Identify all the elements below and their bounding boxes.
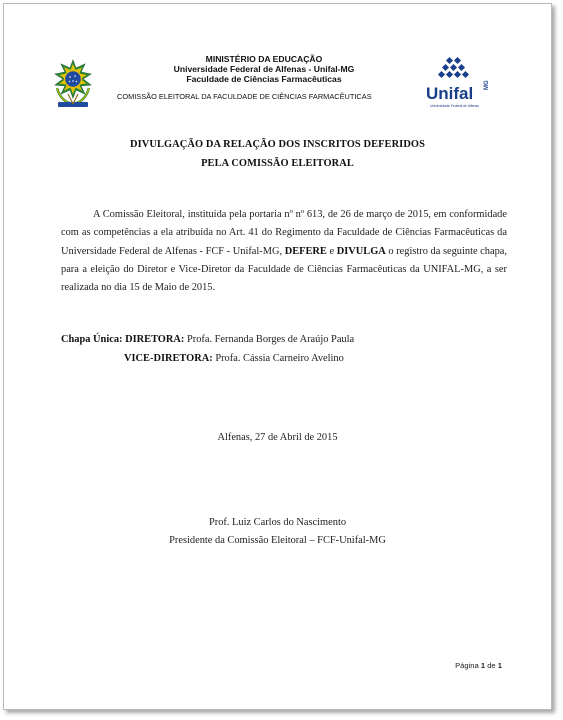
announcement-paragraph (61, 206, 507, 297)
page-number-total: 1 (497, 661, 502, 670)
signatory-name: Prof. Luiz Carlos do Nascimento (208, 517, 347, 528)
university-name: Universidade Federal de Alfenas - Unifal-MG (173, 64, 355, 74)
place-and-date: Alfenas, 27 de Abril de 2015 (217, 432, 338, 443)
logo-suffix: MG (484, 80, 490, 90)
paragraph-text-2: e (326, 245, 337, 257)
document-title-line-1: DIVULGAÇÃO DA RELAÇÃO DOS INSCRITOS DEFERIDOS (129, 139, 425, 150)
unifal-emblem-icon (438, 57, 469, 78)
page-number-middle: de (485, 661, 498, 670)
document-title-line-2: PELA COMISSÃO ELEITORAL (201, 158, 354, 169)
faculty-name: Faculdade de Ciências Farmacêuticas (186, 74, 342, 84)
vice-label: VICE-DIRETORA: (124, 353, 213, 364)
paragraph-text-3: o registro da seguinte chapa, para a eleição do Diretor e Vice-Diretor da Faculdade de Ciências Farmacêuticas da UNIFAL-MG, a ser realizada no dia 15 de Maio de 2015. (61, 245, 508, 294)
letterhead (4, 4, 551, 124)
page-number-prefix: Página (455, 661, 481, 670)
page-number (455, 661, 502, 670)
chapa-vice-line (124, 353, 344, 364)
chapa-label: Chapa Única: DIRETORA: (61, 334, 185, 345)
signatory-role: Presidente da Comissão Eleitoral – FCF-Unifal-MG (169, 535, 386, 546)
paragraph-bold-divulga: DIVULGA (336, 245, 386, 257)
logo-subtext: Universidade Federal de Alfenas (430, 104, 480, 108)
paragraph-text-1: A Comissão Eleitoral, instituída pela portaria nº nº 613, de 26 de março de 2015, em conformidade com as competências a ela atribuída no Art. 41 do Regimento da Faculdade de Ciências Farmacêuticas da Universidade Federal de Alfenas - FCF - Unifal-MG, (61, 209, 507, 257)
director-name: Profa. Fernanda Borges de Araújo Paula (184, 334, 355, 345)
ministry-name: MINISTÉRIO DA EDUCAÇÃO (205, 54, 323, 64)
brazil-coat-of-arms-icon (51, 58, 95, 110)
unifal-logo (420, 56, 496, 110)
vice-name: Profa. Cássia Carneiro Avelino (212, 353, 344, 364)
page-number-current: 1 (480, 661, 486, 670)
logo-wordmark: Unifal (426, 84, 474, 103)
commission-name: COMISSÃO ELEITORAL DA FACULDADE DE CIÊNCIAS FARMACÊUTICAS (117, 92, 372, 101)
paragraph-bold-defere: DEFERE (284, 245, 327, 257)
chapa-director-line (61, 334, 354, 345)
document-page (3, 3, 552, 710)
